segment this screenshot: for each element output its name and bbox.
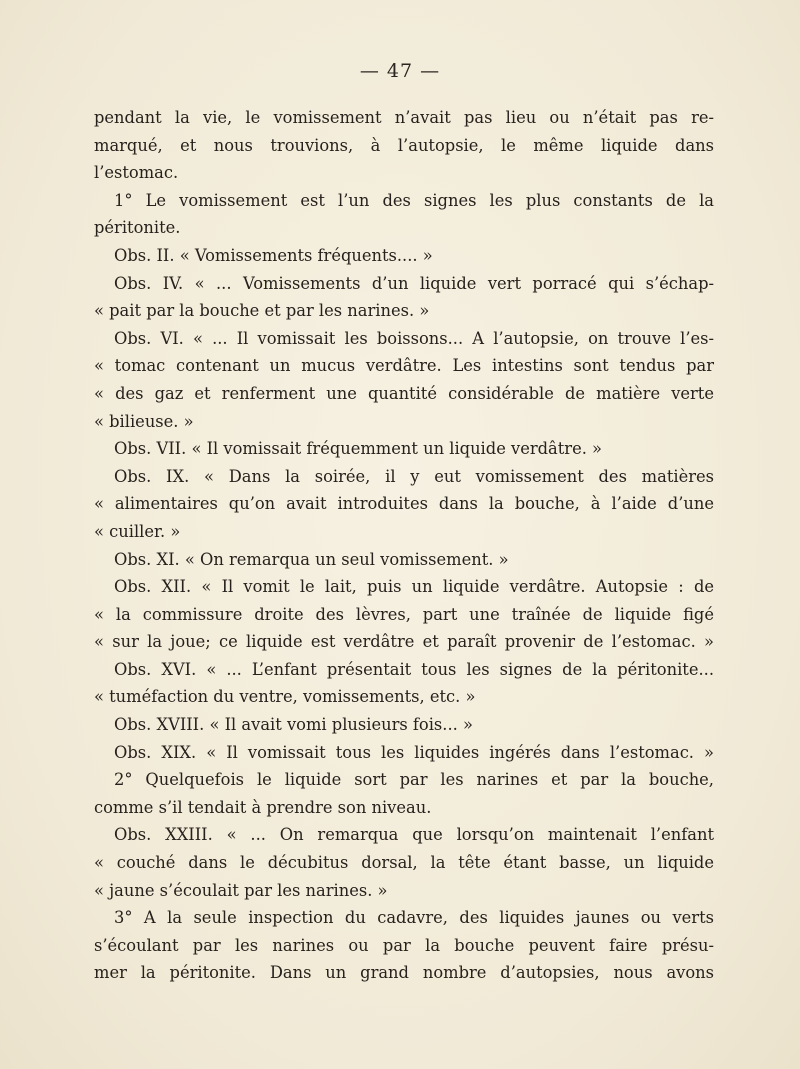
- text-line: « alimentaires qu’on avait introduites dans la bouche, à l’aide d’une: [94, 494, 714, 514]
- body-text: [94, 104, 714, 987]
- text-line: Obs. XII. « Il vomit le lait, puis un liquide verdâtre. Autopsie : de: [114, 577, 714, 597]
- text-line: Obs. XI. « On remarqua un seul vomissement. »: [114, 549, 509, 569]
- text-line: Obs. XVIII. « Il avait vomi plusieurs fois... »: [114, 715, 473, 735]
- text-line: pendant la vie, le vomissement n’avait pas lieu ou n’était pas re-: [94, 108, 714, 127]
- text-line: « pait par la bouche et par les narines. »: [94, 301, 430, 321]
- text-line: « tomac contenant un mucus verdâtre. Les intestins sont tendus par: [94, 356, 714, 376]
- text-line: « des gaz et renferment une quantité considérable de matière verte: [94, 383, 714, 403]
- text-line: l’estomac.: [94, 163, 179, 183]
- text-line: marqué, et nous trouvions, à l’autopsie, le même liquide dans: [94, 135, 714, 155]
- text-line: 1° Le vomissement est l’un des signes les plus constants de la: [114, 190, 714, 210]
- text-line: péritonite.: [94, 218, 181, 238]
- text-line: 3° A la seule inspection du cadavre, des liquides jaunes ou verts: [114, 908, 714, 928]
- text-line: « couché dans le décubitus dorsal, la tête étant basse, un liquide: [94, 853, 714, 873]
- page-number: — 47 —: [359, 60, 441, 82]
- text-line: 2° Quelquefois le liquide sort par les narines et par la bouche,: [114, 770, 714, 790]
- text-line: « la commissure droite des lèvres, part une traînée de liquide figé: [94, 604, 714, 624]
- text-line: Obs. IX. « Dans la soirée, il y eut vomissement des matières: [114, 466, 714, 486]
- text-line: « cuiller. »: [94, 521, 181, 541]
- text-line: « tuméfaction du ventre, vomissements, etc. »: [94, 687, 476, 707]
- text-line: Obs. IV. « ... Vomissements d’un liquide vert porracé qui s’échap-: [114, 273, 714, 293]
- text-line: Obs. VI. « ... Il vomissait les boissons... A l’autopsie, on trouve l’es-: [114, 328, 714, 348]
- text-line: Obs. XIX. « Il vomissait tous les liquides ingérés dans l’estomac. »: [114, 742, 714, 762]
- text-line: Obs. XVI. « ... L’enfant présentait tous les signes de la péritonite...: [114, 659, 714, 679]
- text-line: « bilieuse. »: [94, 411, 194, 431]
- text-line: « jaune s’écoulait par les narines. »: [94, 880, 388, 900]
- text-line: Obs. XXIII. « ... On remarqua que lorsqu’on maintenait l’enfant: [114, 825, 714, 845]
- text-line: Obs. II. « Vomissements fréquents.... »: [114, 245, 433, 265]
- text-line: Obs. VII. « Il vomissait fréquemment un liquide verdâtre. »: [114, 439, 603, 459]
- text-line: comme s’il tendait à prendre son niveau.: [94, 797, 432, 817]
- text-line: mer la péritonite. Dans un grand nombre d’autopsies, nous avons: [94, 963, 714, 983]
- text-line: « sur la joue; ce liquide est verdâtre et paraît provenir de l’estomac. »: [94, 632, 714, 652]
- text-line: s’écoulant par les narines ou par la bouche peuvent faire présu-: [94, 935, 714, 955]
